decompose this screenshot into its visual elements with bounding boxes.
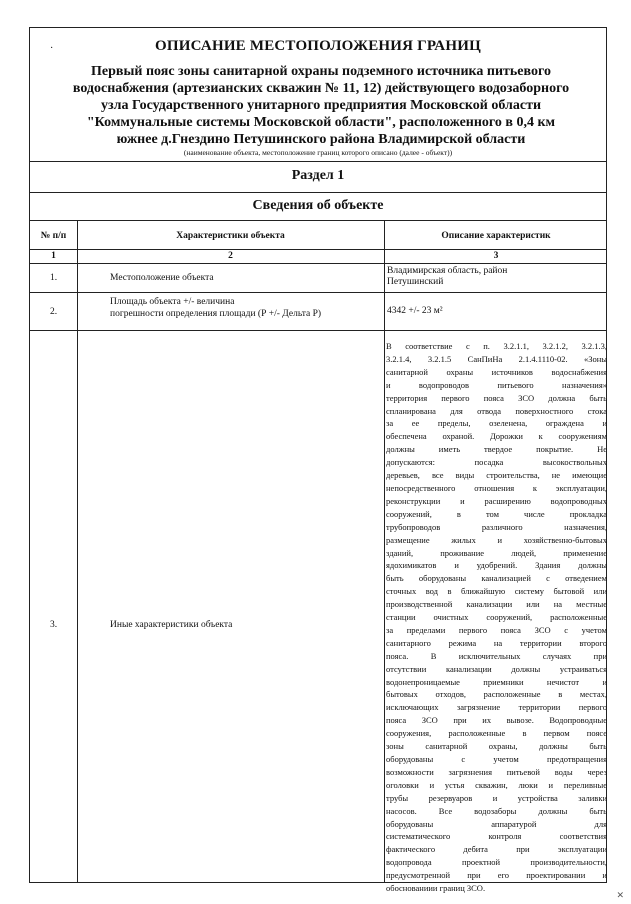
object-name-line: "Коммунальные системы Московской области", расположенного в 0,4 км — [86, 115, 556, 130]
description-line: отсутствии канализации должны устраиваться — [386, 663, 607, 674]
description-line: предусмотренной при его проектировании и — [386, 870, 607, 881]
description-line: оголовки и устья скважин, люки и переливные — [386, 779, 607, 790]
description-line: оборудованы с учетом предотвращения — [386, 754, 607, 764]
row-number: 1. — [49, 273, 58, 283]
description-location — [387, 266, 507, 288]
characteristic-location: Местоположение объекта — [110, 273, 214, 283]
document-title: ОПИСАНИЕ МЕСТОПОЛОЖЕНИЯ ГРАНИЦ — [155, 38, 481, 54]
row-divider — [30, 292, 606, 293]
object-name — [54, 63, 588, 148]
description-line: трубы резервуаров и устройства заливки — [386, 792, 607, 803]
description-line: бытовых отходов, расположенные в местах, — [386, 689, 607, 700]
description-line: оборудованы аппаратурой для — [386, 818, 607, 829]
column-number: 2 — [228, 251, 233, 261]
characteristic-other: Иные характеристики объекта — [110, 620, 233, 630]
column-divider — [384, 221, 385, 882]
column-header-number: № п/п — [40, 231, 67, 241]
section-title: Раздел 1 — [291, 168, 345, 183]
row-number: 3. — [49, 620, 58, 630]
description-line: непосредственного отношения к эксплуатации, — [386, 482, 607, 493]
description-line: производственной канализации или на местные — [386, 599, 607, 610]
description-line: Петушинский — [387, 277, 444, 287]
description-line: быть оборудованы канализацией с отведением — [386, 573, 607, 584]
description-line: сточных вод в ближайшую систему бытовой или — [386, 586, 607, 597]
description-line: В соответствие с п. 3.2.1.1, 3.2.1.2, 3.2.1.3, — [386, 341, 607, 351]
column-number: 1 — [51, 251, 56, 261]
description-line: 3.2.1.4, 3.2.1.5 СанПиНа 2.1.4.1110-02. «Зоны — [386, 353, 607, 364]
object-name-line: южнее д.Гнездино Петушинского района Владимирской области — [116, 132, 526, 147]
row-number: 2. — [49, 307, 58, 317]
description-line: пояса. В исключительных случаях при — [386, 650, 607, 661]
description-line: за ее пределы, озеленена, ограждена и — [386, 418, 607, 429]
document-header — [30, 28, 606, 162]
scan-mark-icon: ✕ — [616, 890, 624, 900]
column-divider — [77, 221, 78, 882]
description-line: территория первого пояса ЗСО должна быть — [386, 392, 607, 403]
description-line: обеспечена охраной. Дорожки к сооружениям — [386, 431, 607, 442]
column-header-characteristic: Характеристики объекта — [176, 231, 285, 241]
object-name-line: узла Государственного унитарного предприятия Московской области — [100, 98, 542, 113]
characteristic-area — [110, 296, 321, 320]
description-line: сооружения, расположенные в первом поясе — [386, 728, 607, 739]
info-heading-row — [30, 193, 606, 221]
description-line: должны иметь твердое покрытие. Не — [386, 444, 607, 455]
description-line: водопровода проектной производительности, — [386, 857, 607, 868]
row-divider — [30, 330, 606, 331]
description-line: зданий, проживание людей, применение — [386, 547, 607, 558]
description-line: ядохимикатов и удобрений. Здания должны — [386, 560, 607, 571]
description-line: Владимирская область, район — [387, 266, 508, 276]
section-heading-row — [30, 162, 606, 193]
description-line: сооружений, в том числе прокладка — [386, 508, 607, 519]
description-line: исключающих загрязнение территории первого — [386, 702, 607, 713]
description-other — [386, 340, 607, 895]
description-line: трубопроводов различного назначения, — [386, 521, 607, 532]
description-line: размещение жилых и хозяйственно-бытовых — [386, 534, 607, 545]
description-line: фактического дебита при эксплуатации — [386, 844, 607, 855]
description-line: станции очистных сооружений, расположенные — [386, 612, 607, 623]
info-title: Сведения об объекте — [252, 198, 384, 213]
description-line: возможности загрязнения питьевой воды через — [386, 766, 607, 777]
description-line: реконструкции и расширению водопроводных — [386, 495, 607, 506]
description-line: водонепроницаемые приемники нечистот и — [386, 676, 607, 687]
description-line: допускаются: посадка высокоствольных — [386, 457, 607, 468]
description-line: деревьев, все виды строительства, не имеющие — [386, 470, 607, 481]
description-line: зоны санитарной охраны, должны быть — [386, 741, 607, 752]
description-line: насосов. Все водозаборы должны быть — [386, 805, 607, 816]
description-area: 4342 +/- 23 м² — [387, 306, 443, 316]
row-divider — [30, 263, 606, 264]
scan-dot: · — [50, 43, 54, 54]
description-line: систематического контроля соответствия — [386, 831, 607, 842]
description-line: пояса ЗСО при их вывозе. Водопроводные — [386, 715, 607, 726]
description-line: за пределами первого пояса ЗСО с учетом — [386, 624, 607, 635]
object-name-caption: (наименование объекта, местоположение границ которого описано (далее - объект)) — [183, 148, 453, 157]
description-line: спланирована для отвода поверхностного стока — [386, 405, 607, 416]
description-line: санитарного режима на территории второго — [386, 637, 607, 648]
column-number: 3 — [493, 251, 499, 261]
description-line: и водопроводов питьевого назначения» — [386, 379, 607, 390]
characteristic-line: Площадь объекта +/- величина — [110, 297, 235, 307]
document-page — [29, 27, 607, 894]
row-divider — [30, 249, 606, 250]
description-line: санитарной охраны источников водоснабжения — [386, 366, 607, 377]
description-line: обоснованиии границ ЗСО. — [386, 883, 486, 894]
characteristic-line: погрешности определения площади (Р +/- Дельта Р) — [110, 309, 322, 319]
object-name-line: водоснабжения (артезианских скважин № 11, 12) действующего водозаборного — [72, 81, 570, 96]
column-header-description: Описание характеристик — [441, 231, 551, 241]
object-name-line: Первый пояс зоны санитарной охраны подземного источника питьевого — [91, 64, 551, 79]
